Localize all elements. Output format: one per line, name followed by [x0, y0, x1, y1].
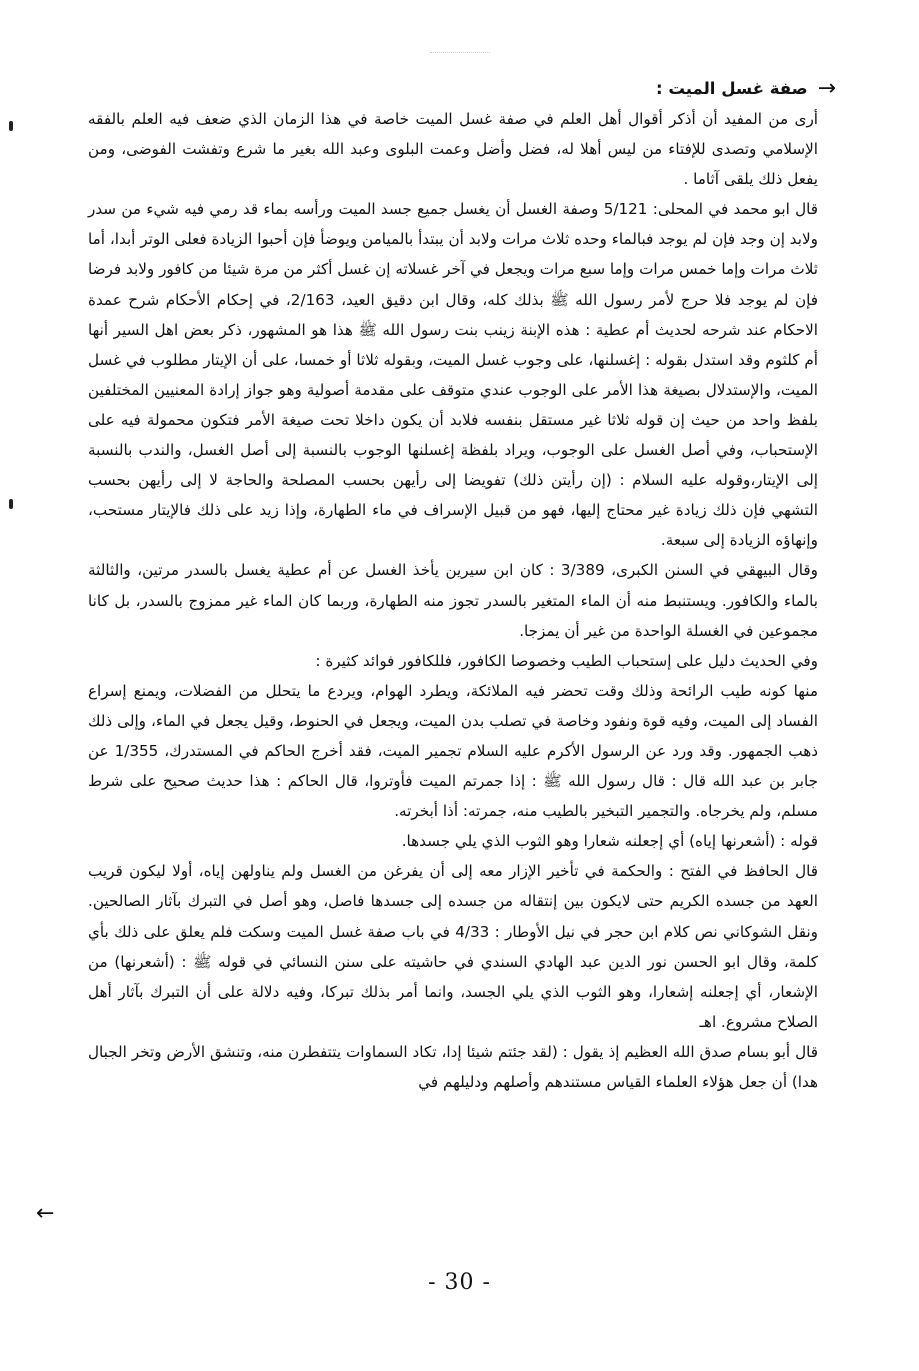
paragraph: منها كونه طيب الرائحة وذلك وقت تحضر فيه الملائكة، ويطرد الهوام، ويردع ما يتحلل من الفضلات، ويمنع إسراع الفساد إلى الميت، وفيه قوة ونفود وخاصة في تصلب بدن الميت، ويجعل في الحنوط، وقيل يجعل في الماء، وإلى ذلك ذهب الجمهور. وقد ورد عن الرسول الأكرم عليه السلام تجمير الميت، فقد أخرج الحاكم في المستدرك، 1/355 عن جابر بن عبد الله قال : قال رسول الله ﷺ : إذا جمرتم الميت فأوتروا، قال الحاكم : هذا حديث صحيح على شرط مسلم، ولم يخرجاه. والتجمير التبخير بالطيب منه، جمرته: أذا أبخرته. — [88, 681, 818, 821]
arrow-icon: → — [817, 76, 836, 101]
paragraph: وقال البيهقي في السنن الكبرى، 3/389 : كان ابن سيرين يأخذ الغسل عن أم عطية يغسل بالسدر مرتين، والثالثة بالماء والكافور. ويستنبط منه أن الماء المتغير بالسدر تجوز منه الطهارة، وربما كان الماء غير ممزوج بالسدر، بل كانا مجموعين في الغسلة الواحدة من غير أن يمزجا. — [88, 561, 818, 640]
continuation-arrow-icon: ← — [36, 1201, 55, 1226]
scan-artifact — [430, 52, 490, 55]
body-text — [88, 74, 836, 1097]
section-heading: صفة غسل الميت : — [656, 78, 808, 98]
paragraph: قوله : (أشعرنها إياه) أي إجعلنه شعارا وهو الثوب الذي يلي جسدها. — [401, 832, 818, 851]
paragraph: قال الحافظ في الفتح : والحكمة في تأخير الإزار معه إلى أن يفرغن من الغسل ولم يناولهن إياه، أولا ليكون قريب العهد من جسده الكريم حتى لايكون بين إنتقاله من جسده إلى جسدها فاصل، وهو أصل في التبرك بآثار الصالحين. ونقل الشوكاني نص كلام ابن حجر في نيل الأوطار : 4/33 في باب صفة غسل الميت وسكت فلم يعلق على ذلك بأي كلمة، وقال ابو الحسن نور الدين عبد الهادي السندي في حاشيته على سنن النسائي في قوله ﷺ : (أشعرنها) من الإشعار، أي إجعلنه إشعارا، وهو الثوب الذي يلي الجسد، وانما أمر بذلك تبركا، وفيه دلالة على أن التبرك بآثار أهل الصلاح مشروع. اهـ — [88, 862, 819, 1031]
page-number: - 30 - — [428, 1270, 491, 1295]
paragraph: وفي الحديث دليل على إستحباب الطيب وخصوصا الكافور، فللكافور فوائد كثيرة : — [315, 651, 818, 670]
paragraph: قال ابو محمد في المحلى: 5/121 وصفة الغسل أن يغسل جميع جسد الميت ورأسه بماء قد رمي فيه شيء من سدر ولابد إن وجد فإن لم يوجد فبالماء وحده ثلاث مرات ولابد أن يبتدأ بالميامن ويوضأ فإن أحبوا الزيادة فعلى الوتر أبدا، أما ثلاث مرات وإما خمس مرات وإما سبع مرات ويجعل في آخر غسلاته إن غسل أكثر من مرة شيئا من كافور ولابد فرضا فإن لم يوجد فلا حرج لأمر رسول الله ﷺ بذلك كله، وقال ابن دقيق العيد، 2/163، في إحكام الأحكام شرح عمدة الاحكام عند شرحه لحديث أم عطية : هذه الإبنة زينب بنت رسول الله ﷺ هذا هو المشهور، ذكر بعض اهل السير أنها أم كلثوم وقد استدل بقوله : إغسلنها، على وجوب غسل الميت، وبقوله ثلاثا أو خمسا، على أن الإيتار مطلوب في غسل الميت، والإستدلال بصيغة هذا الأمر على الوجوب عندي متوقف على مقدمة أصولية وهو جواز إرادة المعنيين المختلفين بلفظ واحد من حيث إن قوله ثلاثا غير مستقل بنفسه فلابد أن يكون داخلا تحت صيغة الأمر فتكون محمولة فيه على الإستحباب، وفي أصل الغسل على الوجوب، ويراد بلفظة إغسلنها الوجوب بالنسبة إلى أصل الغسل، والندب بالنسبة إلى الإيتار،وقوله عليه السلام : (إن رأيتن ذلك) تفويضا إلى رأيهن بحسب المصلحة والحاجة لا إلى رأيهن بحسب التشهي فإن ذلك زيادة غير محتاج إليها، فهو من قبيل الإسراف في ماء الطهارة، وإذا زيد على ذلك فالإيتار مستحب، وإنهاؤه الزيادة إلى سبعة. — [88, 200, 819, 550]
margin-punch-mark — [9, 121, 13, 131]
margin-punch-mark — [9, 499, 13, 509]
paragraph: أرى من المفيد أن أذكر أقوال أهل العلم في صفة غسل الميت خاصة في هذا الزمان الذي ضعف فيه العلم بالفقه الإسلامي وتصدى للإفتاء من ليس أهلا له، فضل وأضل وعمت البلوى وعبد الله بغير ما شرع وتفشت الفوضى، ومن يفعل ذلك يلقى آثاما . — [88, 110, 818, 189]
section-heading-row — [88, 74, 836, 104]
paragraph: قال أبو بسام صدق الله العظيم إذ يقول : (لقد جئتم شيئا إدا، تكاد السماوات يتتفطرن منه، وتنشق الأرض وتخر الجبال هدا) أن جعل هؤلاء العلماء القياس مستندهم وأصلهم ودليلهم في — [88, 1042, 818, 1091]
